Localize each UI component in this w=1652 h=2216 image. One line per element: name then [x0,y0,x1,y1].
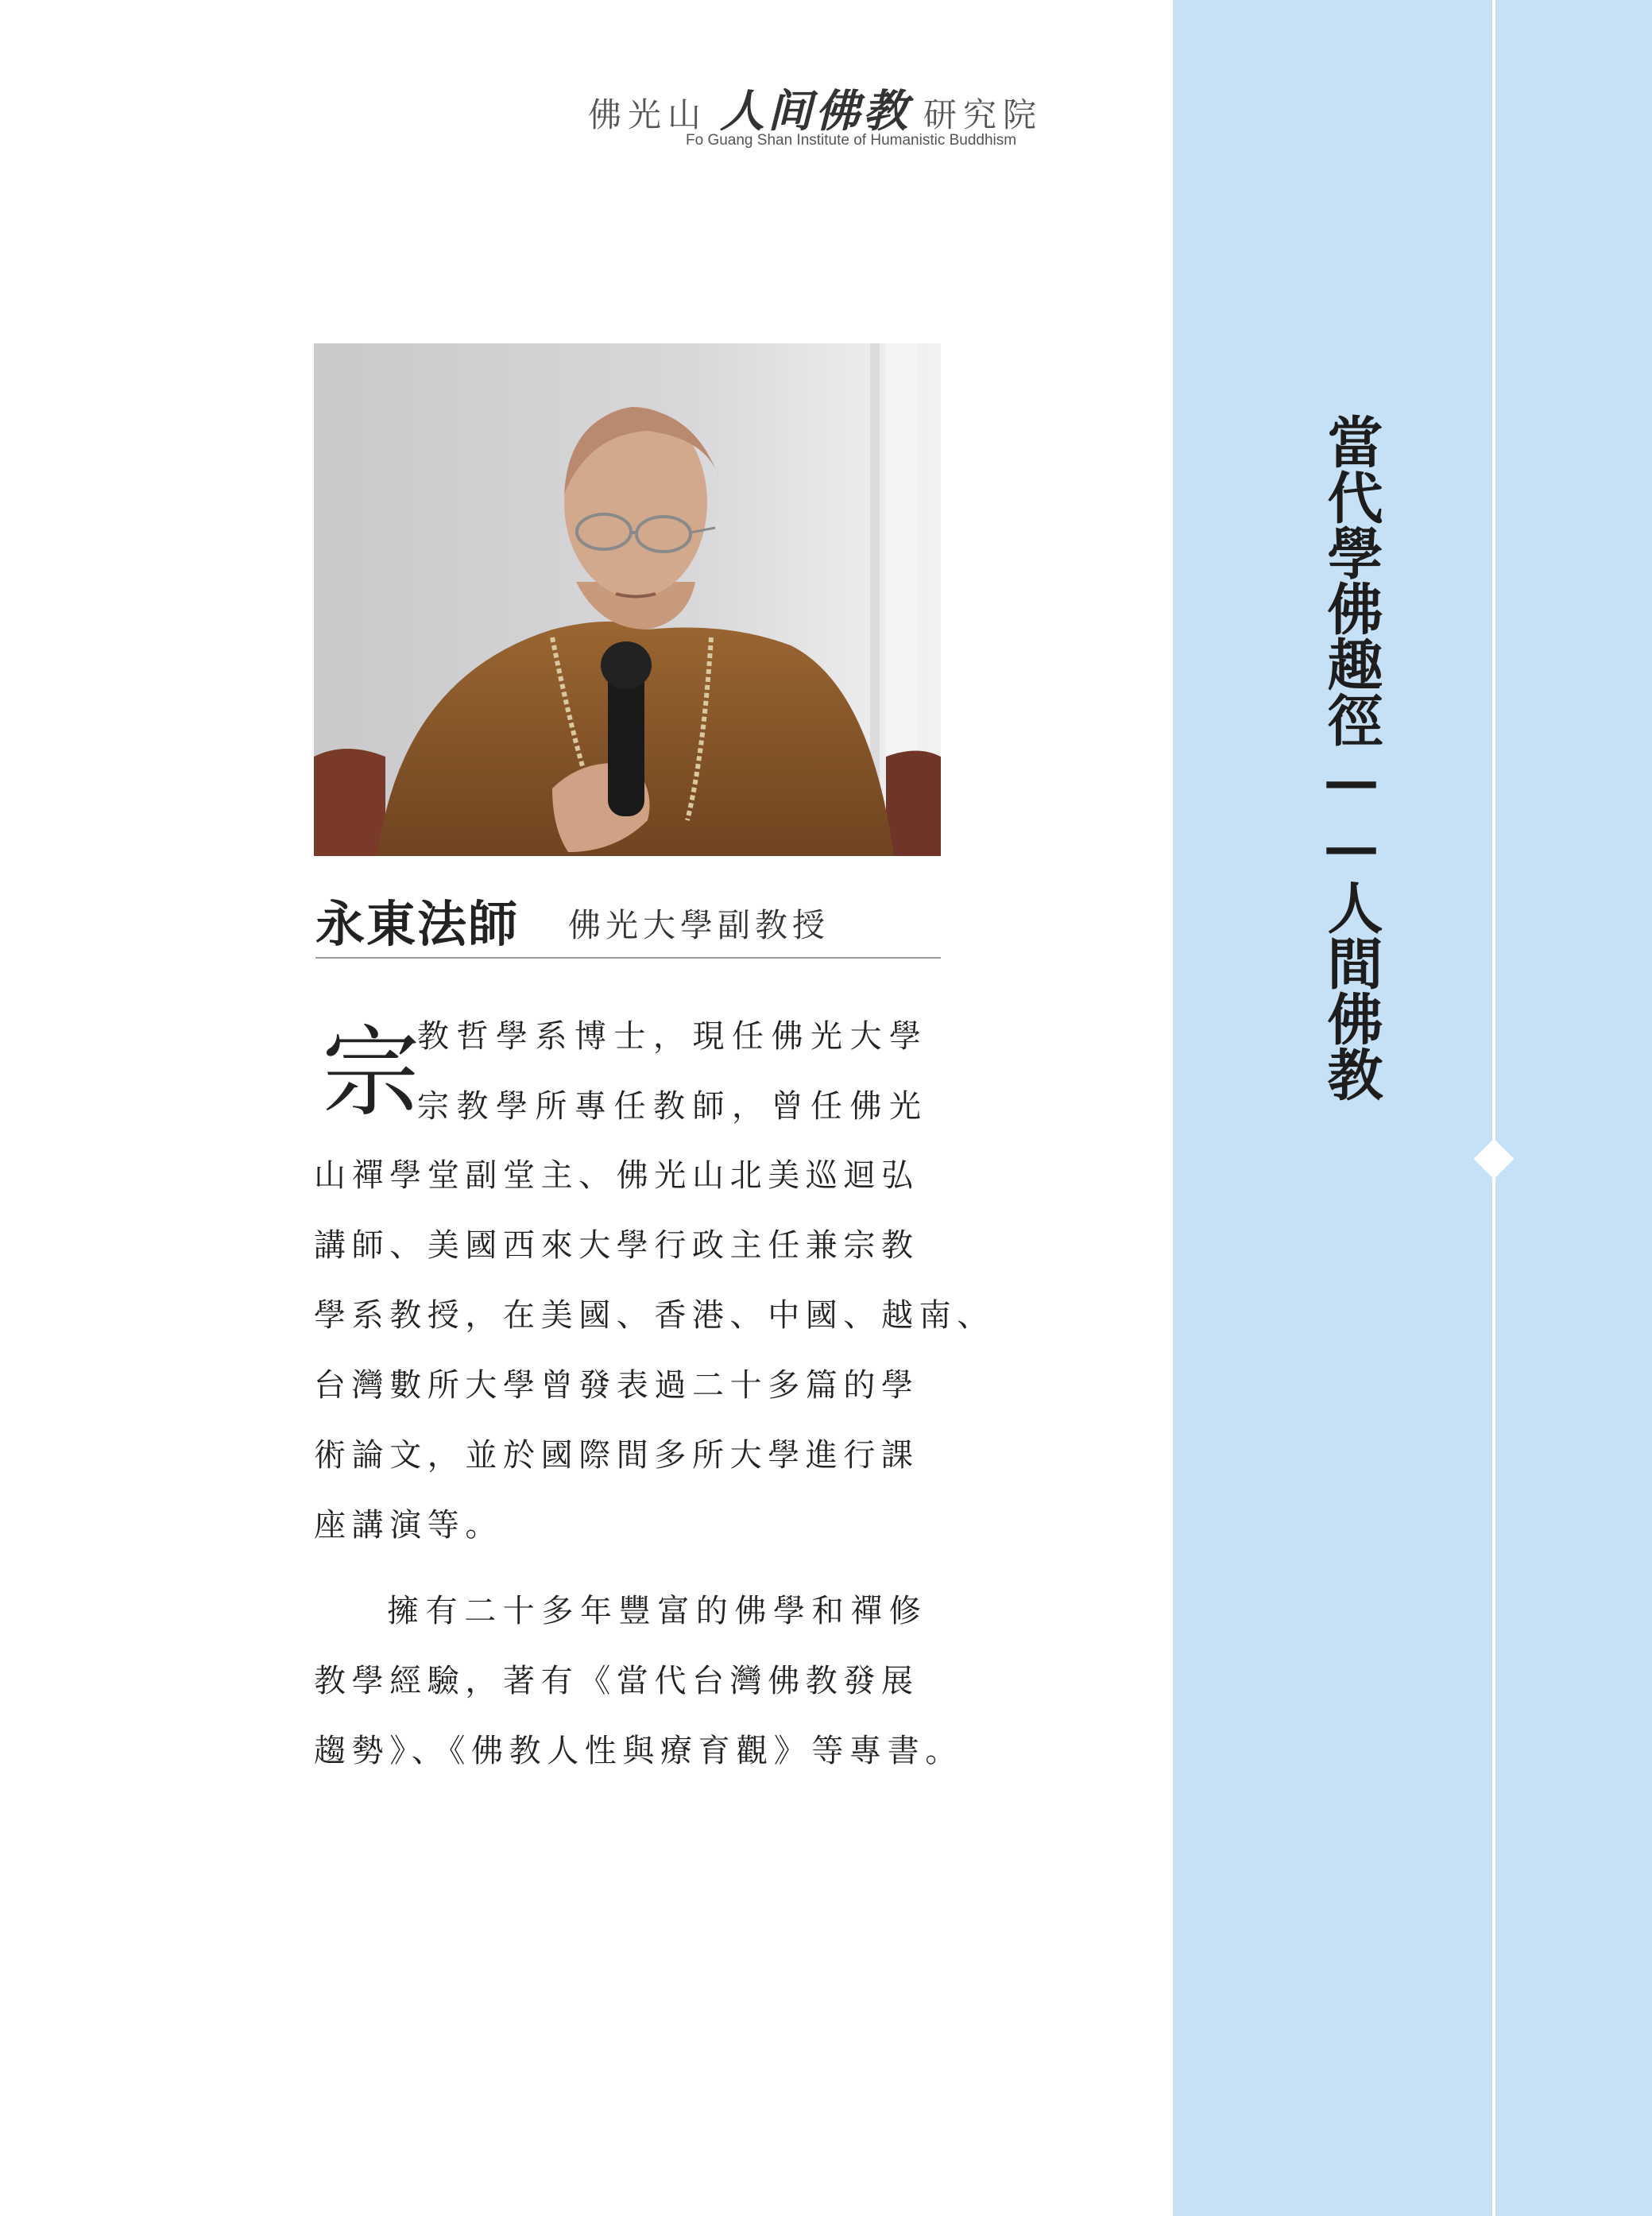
logo-org-suffix: 研究院 [923,95,1043,134]
bio-line: 擁有二十多年豐富的佛學和禪修 [387,1593,928,1629]
bio-line: 教哲學系博士，現任佛光大學 [417,1018,929,1055]
logo-org-prefix: 佛光山 [588,95,708,134]
bio-line: 教學經驗，著有《當代台灣佛教發展 [314,1663,919,1699]
portrait-photo [314,343,941,856]
bio-line: 山禪學堂副堂主、佛光山北美巡迴弘 [314,1157,919,1194]
bio-line: 學系教授，在美國、香港、中國、越南、 [314,1297,995,1334]
sidebar-panel [1173,0,1652,2216]
bio-line: 趨勢》、《佛教人性與療育觀》等專書。 [314,1733,963,1769]
speaker-name: 永東法師 [315,895,520,953]
speaker-heading [315,881,941,959]
bio-line: 術論文，並於國際間多所大學進行課 [314,1437,919,1474]
logo-english-name: Fo Guang Shan Institute of Humanistic Buddhism [686,132,1017,149]
section-title-vertical: 當代學佛趣徑——人間佛教 [1318,413,1384,1102]
bio-line: 座講演等。 [314,1507,503,1544]
bio-line: 台灣數所大學曾發表過二十多篇的學 [314,1367,919,1404]
bio-line: 宗教學所專任教師，曾任佛光 [417,1088,929,1125]
sidebar-divider [1492,0,1495,2216]
logo-calligraphy: 人间佛教 [720,85,911,138]
bio-drop-cap: 宗 [322,1016,421,1130]
speaker-title: 佛光大學副教授 [568,906,830,944]
bio-line: 講師、美國西來大學行政主任兼宗教 [314,1227,919,1264]
institute-logo [588,76,1081,156]
